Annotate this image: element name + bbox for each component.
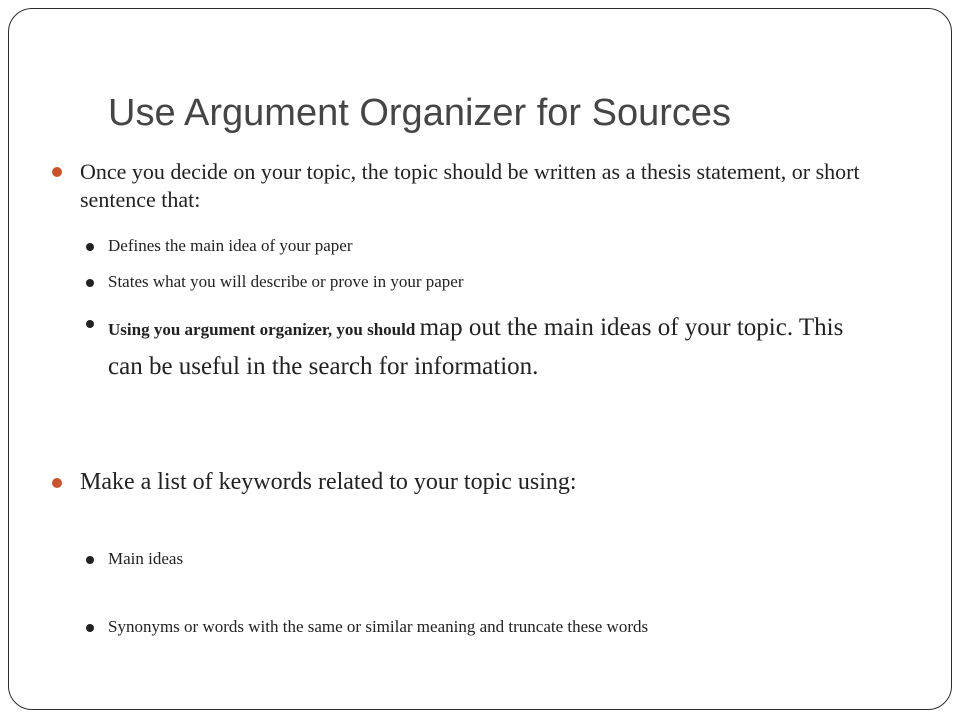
bullet-text: Make a list of keywords related to your topic using: bbox=[80, 469, 577, 495]
sub-bullet-text: Synonyms or words with the same or similar meaning and truncate these words bbox=[108, 617, 649, 636]
sub-bullet-marker bbox=[86, 624, 94, 632]
sub-bullet-text-mixed bbox=[108, 310, 868, 388]
sub-bullet-marker bbox=[86, 556, 94, 564]
sub-bullet-text: States what you will describe or prove in your paper bbox=[108, 272, 464, 291]
sub-bullet-text: Defines the main idea of your paper bbox=[108, 236, 353, 255]
bullet-marker bbox=[52, 167, 62, 177]
sub-bullet-bold-part: Using you argument organizer, you should bbox=[108, 320, 420, 339]
sub-bullet-marker bbox=[86, 320, 94, 328]
slide-title: Use Argument Organizer for Sources bbox=[108, 92, 732, 134]
sub-bullet-text: Main ideas bbox=[108, 549, 184, 568]
sub-bullet-large-part: map out the main ideas of your topic. This can be useful in the search for information. bbox=[108, 314, 844, 380]
bullet-marker bbox=[52, 478, 62, 488]
sub-bullet-marker bbox=[86, 243, 94, 251]
sub-bullet-marker bbox=[86, 279, 94, 287]
bullet-text: Once you decide on your topic, the topic should be written as a thesis statement, or short sentence that: bbox=[80, 159, 860, 212]
